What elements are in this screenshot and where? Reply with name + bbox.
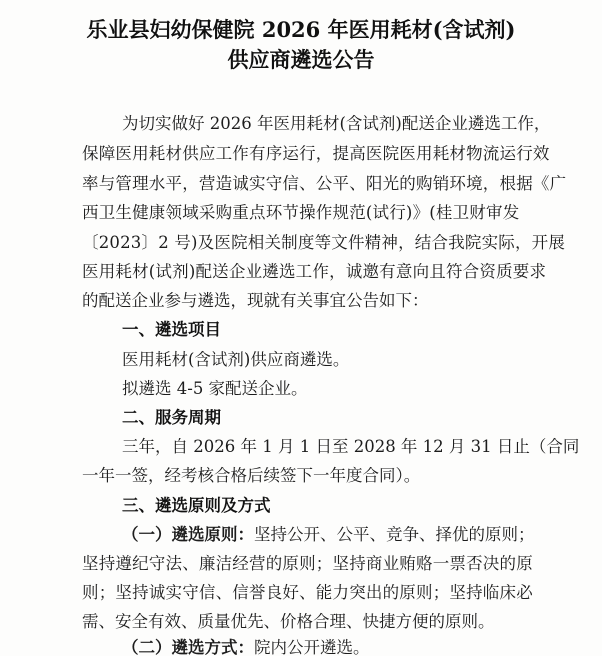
method-text: 院内公开遴选。	[254, 638, 370, 657]
document-title-line-2: 供应商遴选公告	[227, 47, 375, 72]
method-label: （二）遴选方式：	[122, 638, 254, 657]
section-2-line: 一年一签，经考核合格后续签下一年度合同）。	[82, 466, 421, 485]
intro-line: 的配送企业参与遴选，现就有关事宜公告如下：	[82, 291, 429, 310]
section-1-heading: 一、遴选项目	[122, 320, 221, 339]
principle-label: （一）遴选原则：	[122, 525, 254, 544]
intro-line: 保障医用耗材供应工作有序运行，提高医院医用耗材物流运行效	[82, 144, 550, 163]
section-1-line: 医用耗材(含试剂)供应商遴选。	[122, 350, 350, 369]
method-line	[122, 634, 370, 658]
section-2-line: 三年，自 2026 年 1 月 1 日至 2028 年 12 月 31 日止（合同	[122, 437, 580, 456]
intro-line: 率与管理水平，营造诚实守信、公平、阳光的购销环境，根据《广	[82, 174, 567, 193]
intro-line: 为切实做好 2026 年医用耗材(含试剂)配送企业遴选工作，	[122, 114, 551, 133]
principle-line: 则；坚持诚实守信、信誉良好、能力突出的原则；坚持临床必	[82, 583, 533, 602]
principle-line: 需、安全有效、质量优先、价格合理、快捷方便的原则。	[82, 612, 495, 631]
section-3-heading: 三、遴选原则及方式	[122, 496, 271, 515]
principle-line	[122, 521, 535, 545]
document-title-line-1: 乐业县妇幼保健院 2026 年医用耗材(含试剂)	[86, 17, 516, 42]
intro-line: 医用耗材(试剂)配送企业遴选工作，诚邀有意向且符合资质要求	[82, 262, 547, 281]
section-2-heading: 二、服务周期	[122, 408, 221, 427]
intro-line: 西卫生健康领域采购重点环节操作规范(试行)》(桂卫财审发	[82, 203, 520, 222]
principle-text: 坚持公开、公平、竞争、择优的原则；	[254, 525, 535, 544]
section-1-line: 拟遴选 4-5 家配送企业。	[122, 379, 308, 398]
intro-line: 〔2023〕2 号)及医院相关制度等文件精神，结合我院实际，开展	[82, 233, 566, 252]
principle-line: 坚持遵纪守法、廉洁经营的原则；坚持商业贿赂一票否决的原	[82, 554, 533, 573]
